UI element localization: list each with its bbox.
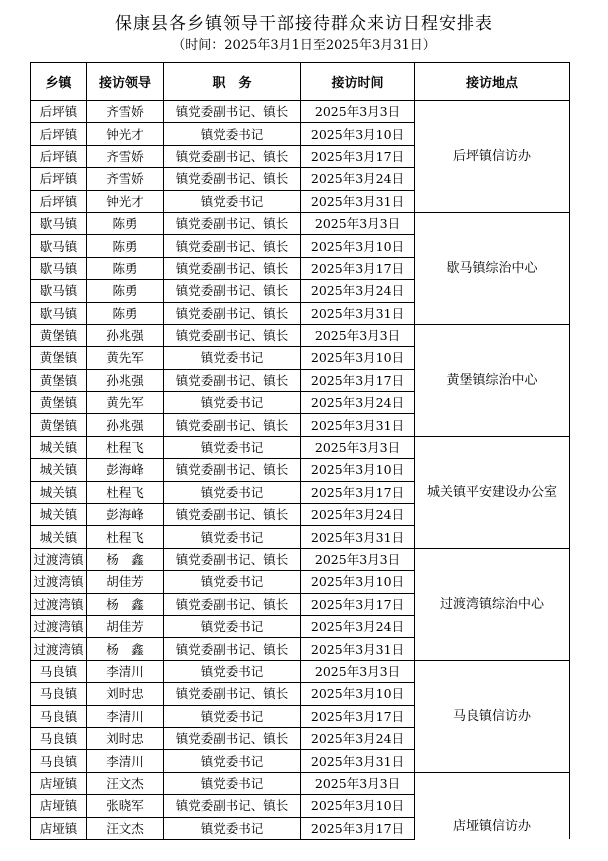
cell-title: 镇党委书记 (164, 347, 301, 369)
cell-title: 镇党委书记 (164, 772, 301, 794)
cell-leader: 陈勇 (87, 235, 164, 257)
cell-date: 2025年3月10日 (301, 571, 415, 593)
cell-title: 镇党委副书记、镇长 (164, 683, 301, 705)
cell-title: 镇党委副书记、镇长 (164, 459, 301, 481)
cell-town: 城关镇 (31, 526, 87, 548)
cell-town: 马良镇 (31, 683, 87, 705)
cell-leader: 孙兆强 (87, 414, 164, 436)
cell-leader: 孙兆强 (87, 369, 164, 391)
cell-leader: 孙兆强 (87, 324, 164, 346)
cell-title: 镇党委书记 (164, 817, 301, 839)
table-row (31, 101, 570, 123)
cell-date: 2025年3月17日 (301, 705, 415, 727)
cell-town: 马良镇 (31, 705, 87, 727)
cell-date: 2025年3月3日 (301, 324, 415, 346)
cell-title: 镇党委副书记、镇长 (164, 302, 301, 324)
cell-town: 店垭镇 (31, 795, 87, 817)
cell-title: 镇党委副书记、镇长 (164, 548, 301, 570)
cell-leader: 钟光才 (87, 190, 164, 212)
cell-leader: 李清川 (87, 705, 164, 727)
cell-date: 2025年3月3日 (301, 436, 415, 458)
cell-date: 2025年3月17日 (301, 145, 415, 167)
table-row (31, 212, 570, 234)
cell-date: 2025年3月10日 (301, 459, 415, 481)
cell-town: 城关镇 (31, 459, 87, 481)
cell-leader: 陈勇 (87, 257, 164, 279)
cell-leader: 齐雪娇 (87, 101, 164, 123)
cell-leader: 齐雪娇 (87, 145, 164, 167)
cell-leader: 杨 鑫 (87, 638, 164, 660)
document-title: 保康县各乡镇领导干部接待群众来访日程安排表 (115, 14, 493, 34)
cell-town: 过渡湾镇 (31, 593, 87, 615)
cell-town: 后坪镇 (31, 101, 87, 123)
cell-title: 镇党委书记 (164, 392, 301, 414)
cell-leader: 黄先军 (87, 392, 164, 414)
document-subtitle: （时间：2025年3月1日至2025年3月31日） (172, 38, 436, 53)
cell-leader: 杜程飞 (87, 436, 164, 458)
cell-date: 2025年3月24日 (301, 392, 415, 414)
cell-town: 马良镇 (31, 660, 87, 682)
cell-town: 歇马镇 (31, 235, 87, 257)
cell-date: 2025年3月31日 (301, 190, 415, 212)
cell-date: 2025年3月24日 (301, 168, 415, 190)
header-title: 职 务 (164, 63, 301, 101)
cell-town: 马良镇 (31, 750, 87, 772)
header-town: 乡镇 (31, 63, 87, 101)
cell-town: 后坪镇 (31, 190, 87, 212)
cell-date: 2025年3月31日 (301, 638, 415, 660)
cell-leader: 刘时忠 (87, 683, 164, 705)
cell-leader: 黄先军 (87, 347, 164, 369)
cell-town: 城关镇 (31, 504, 87, 526)
cell-title: 镇党委书记 (164, 660, 301, 682)
cell-date: 2025年3月24日 (301, 727, 415, 749)
cell-date: 2025年3月24日 (301, 615, 415, 637)
cell-place: 歇马镇综治中心 (415, 212, 570, 324)
cell-leader: 胡佳芳 (87, 615, 164, 637)
cell-town: 马良镇 (31, 727, 87, 749)
cell-leader: 杜程飞 (87, 526, 164, 548)
cell-place: 过渡湾镇综治中心 (415, 548, 570, 660)
cell-date: 2025年3月17日 (301, 593, 415, 615)
cell-title: 镇党委副书记、镇长 (164, 324, 301, 346)
cell-leader: 钟光才 (87, 123, 164, 145)
cell-leader: 汪文杰 (87, 772, 164, 794)
table-row (31, 660, 570, 682)
cell-town: 店垭镇 (31, 817, 87, 839)
cell-date: 2025年3月17日 (301, 817, 415, 839)
cell-title: 镇党委书记 (164, 750, 301, 772)
cell-date: 2025年3月10日 (301, 123, 415, 145)
cell-title: 镇党委副书记、镇长 (164, 504, 301, 526)
header-date: 接访时间 (301, 63, 415, 101)
cell-leader: 彭海峰 (87, 459, 164, 481)
cell-title: 镇党委书记 (164, 436, 301, 458)
cell-title: 镇党委副书记、镇长 (164, 257, 301, 279)
cell-place: 后坪镇信访办 (415, 101, 570, 213)
cell-town: 过渡湾镇 (31, 638, 87, 660)
cell-leader: 张晓军 (87, 795, 164, 817)
table-row (31, 324, 570, 346)
cell-town: 店垭镇 (31, 772, 87, 794)
cell-leader: 杜程飞 (87, 481, 164, 503)
cell-leader: 李清川 (87, 750, 164, 772)
cell-town: 城关镇 (31, 436, 87, 458)
cell-title: 镇党委副书记、镇长 (164, 414, 301, 436)
table-row (31, 436, 570, 458)
cell-town: 黄堡镇 (31, 324, 87, 346)
cell-date: 2025年3月10日 (301, 683, 415, 705)
cell-title: 镇党委副书记、镇长 (164, 212, 301, 234)
cell-date: 2025年3月24日 (301, 280, 415, 302)
cell-date: 2025年3月17日 (301, 257, 415, 279)
cell-town: 歇马镇 (31, 257, 87, 279)
cell-leader: 彭海峰 (87, 504, 164, 526)
cell-date: 2025年3月3日 (301, 212, 415, 234)
header-leader: 接访领导 (87, 63, 164, 101)
cell-title: 镇党委副书记、镇长 (164, 593, 301, 615)
cell-date: 2025年3月31日 (301, 750, 415, 772)
cell-town: 歇马镇 (31, 280, 87, 302)
cell-leader: 杨 鑫 (87, 548, 164, 570)
cell-date: 2025年3月10日 (301, 795, 415, 817)
cell-town: 后坪镇 (31, 123, 87, 145)
table-body (31, 101, 570, 840)
cell-date: 2025年3月31日 (301, 302, 415, 324)
cell-town: 歇马镇 (31, 212, 87, 234)
cell-title: 镇党委副书记、镇长 (164, 638, 301, 660)
cell-title: 镇党委副书记、镇长 (164, 727, 301, 749)
cell-place: 店垭镇信访办 (415, 772, 570, 839)
cell-leader: 陈勇 (87, 280, 164, 302)
cell-title: 镇党委副书记、镇长 (164, 101, 301, 123)
cell-leader: 胡佳芳 (87, 571, 164, 593)
cell-date: 2025年3月3日 (301, 548, 415, 570)
cell-town: 过渡湾镇 (31, 615, 87, 637)
cell-town: 后坪镇 (31, 168, 87, 190)
cell-title: 镇党委书记 (164, 705, 301, 727)
cell-title: 镇党委副书记、镇长 (164, 168, 301, 190)
cell-town: 后坪镇 (31, 145, 87, 167)
cell-title: 镇党委书记 (164, 481, 301, 503)
cell-place: 黄堡镇综治中心 (415, 324, 570, 436)
cell-leader: 齐雪娇 (87, 168, 164, 190)
cell-date: 2025年3月17日 (301, 369, 415, 391)
table-row (31, 548, 570, 570)
cell-title: 镇党委副书记、镇长 (164, 280, 301, 302)
cell-town: 过渡湾镇 (31, 548, 87, 570)
cell-date: 2025年3月10日 (301, 235, 415, 257)
cell-date: 2025年3月31日 (301, 414, 415, 436)
cell-date: 2025年3月3日 (301, 772, 415, 794)
cell-title: 镇党委书记 (164, 615, 301, 637)
cell-date: 2025年3月24日 (301, 504, 415, 526)
cell-place: 城关镇平安建设办公室 (415, 436, 570, 548)
cell-town: 黄堡镇 (31, 347, 87, 369)
cell-leader: 刘时忠 (87, 727, 164, 749)
cell-title: 镇党委书记 (164, 190, 301, 212)
schedule-table (30, 62, 570, 840)
cell-date: 2025年3月3日 (301, 101, 415, 123)
header-place: 接访地点 (415, 63, 570, 101)
cell-date: 2025年3月17日 (301, 481, 415, 503)
cell-leader: 陈勇 (87, 302, 164, 324)
cell-title: 镇党委副书记、镇长 (164, 369, 301, 391)
cell-town: 过渡湾镇 (31, 571, 87, 593)
table-row (31, 772, 570, 794)
cell-leader: 杨 鑫 (87, 593, 164, 615)
cell-date: 2025年3月3日 (301, 660, 415, 682)
cell-town: 黄堡镇 (31, 414, 87, 436)
cell-title: 镇党委副书记、镇长 (164, 795, 301, 817)
cell-town: 城关镇 (31, 481, 87, 503)
cell-date: 2025年3月31日 (301, 526, 415, 548)
cell-title: 镇党委书记 (164, 123, 301, 145)
cell-title: 镇党委副书记、镇长 (164, 145, 301, 167)
header-row (31, 63, 570, 101)
cell-leader: 李清川 (87, 660, 164, 682)
cell-place: 马良镇信访办 (415, 660, 570, 772)
cell-leader: 陈勇 (87, 212, 164, 234)
cell-town: 黄堡镇 (31, 369, 87, 391)
cell-town: 黄堡镇 (31, 392, 87, 414)
cell-title: 镇党委书记 (164, 571, 301, 593)
cell-date: 2025年3月10日 (301, 347, 415, 369)
cell-title: 镇党委书记 (164, 526, 301, 548)
cell-title: 镇党委副书记、镇长 (164, 235, 301, 257)
cell-leader: 汪文杰 (87, 817, 164, 839)
cell-town: 歇马镇 (31, 302, 87, 324)
